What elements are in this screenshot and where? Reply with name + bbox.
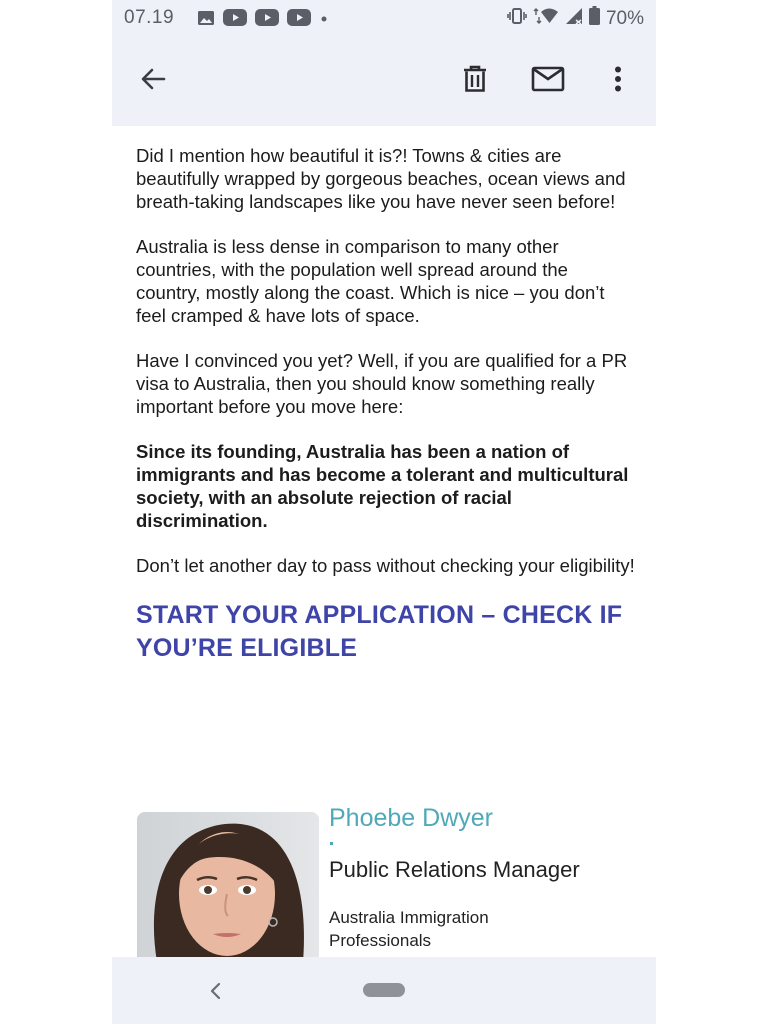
notification-icons	[197, 9, 329, 31]
phone-screen	[112, 0, 656, 1024]
system-navigation-bar	[112, 957, 656, 1024]
status-bar	[112, 0, 656, 36]
image-notification-icon	[197, 10, 215, 31]
signature-name: Phoebe Dwyer	[329, 804, 493, 832]
back-button[interactable]	[131, 57, 175, 101]
battery-icon	[589, 6, 600, 31]
chevron-left-icon	[209, 982, 223, 1000]
trash-icon	[462, 65, 488, 93]
body-paragraph: Don’t let another day to pass without checking your eligibility!	[136, 555, 635, 576]
more-notifications-dot-icon	[319, 11, 329, 29]
start-application-link[interactable]: START YOUR APPLICATION – CHECK IF YOU’RE ELIGIBLE	[136, 601, 623, 662]
nav-back-button[interactable]	[204, 979, 228, 1003]
avatar	[137, 812, 319, 962]
email-toolbar	[112, 36, 656, 126]
body-paragraph: Have I convinced you yet? Well, if you are qualified for a PR visa to Australia, then you should know something really important before you move here:	[136, 350, 628, 417]
arrow-back-icon	[139, 65, 167, 93]
mail-icon	[531, 66, 565, 92]
mark-unread-button[interactable]	[526, 57, 570, 101]
body-paragraph: Australia is less dense in comparison to many other countries, with the population well spread around the country, mostly along the coast. Which is nice – you don’t feel cramped & have lots of space.	[136, 236, 605, 326]
status-time: 07.19	[124, 7, 175, 28]
youtube-notification-icon	[287, 9, 311, 31]
delete-button[interactable]	[453, 57, 497, 101]
vibrate-icon	[507, 7, 527, 31]
more-vert-icon	[614, 66, 622, 92]
email-signature	[137, 804, 637, 962]
wifi-icon	[533, 7, 559, 31]
email-body	[136, 144, 636, 665]
signature-company: Australia Immigration Professionals	[329, 908, 489, 950]
youtube-notification-icon	[223, 9, 247, 31]
signal-icon	[565, 7, 583, 31]
battery-percentage: 70%	[605, 7, 644, 29]
youtube-notification-icon	[255, 9, 279, 31]
body-paragraph: Did I mention how beautiful it is?! Towns & cities are beautifully wrapped by gorgeous beaches, ocean views and breath-taking landscapes like you have never seen before!	[136, 145, 626, 212]
signature-separator	[330, 842, 333, 845]
more-options-button[interactable]	[596, 57, 640, 101]
signature-role: Public Relations Manager	[329, 857, 580, 882]
body-paragraph-bold: Since its founding, Australia has been a nation of immigrants and has become a tolerant and multicultural society, with an absolute rejection of racial discrimination.	[136, 441, 629, 531]
home-pill-button[interactable]	[363, 983, 405, 997]
system-status	[507, 6, 644, 31]
